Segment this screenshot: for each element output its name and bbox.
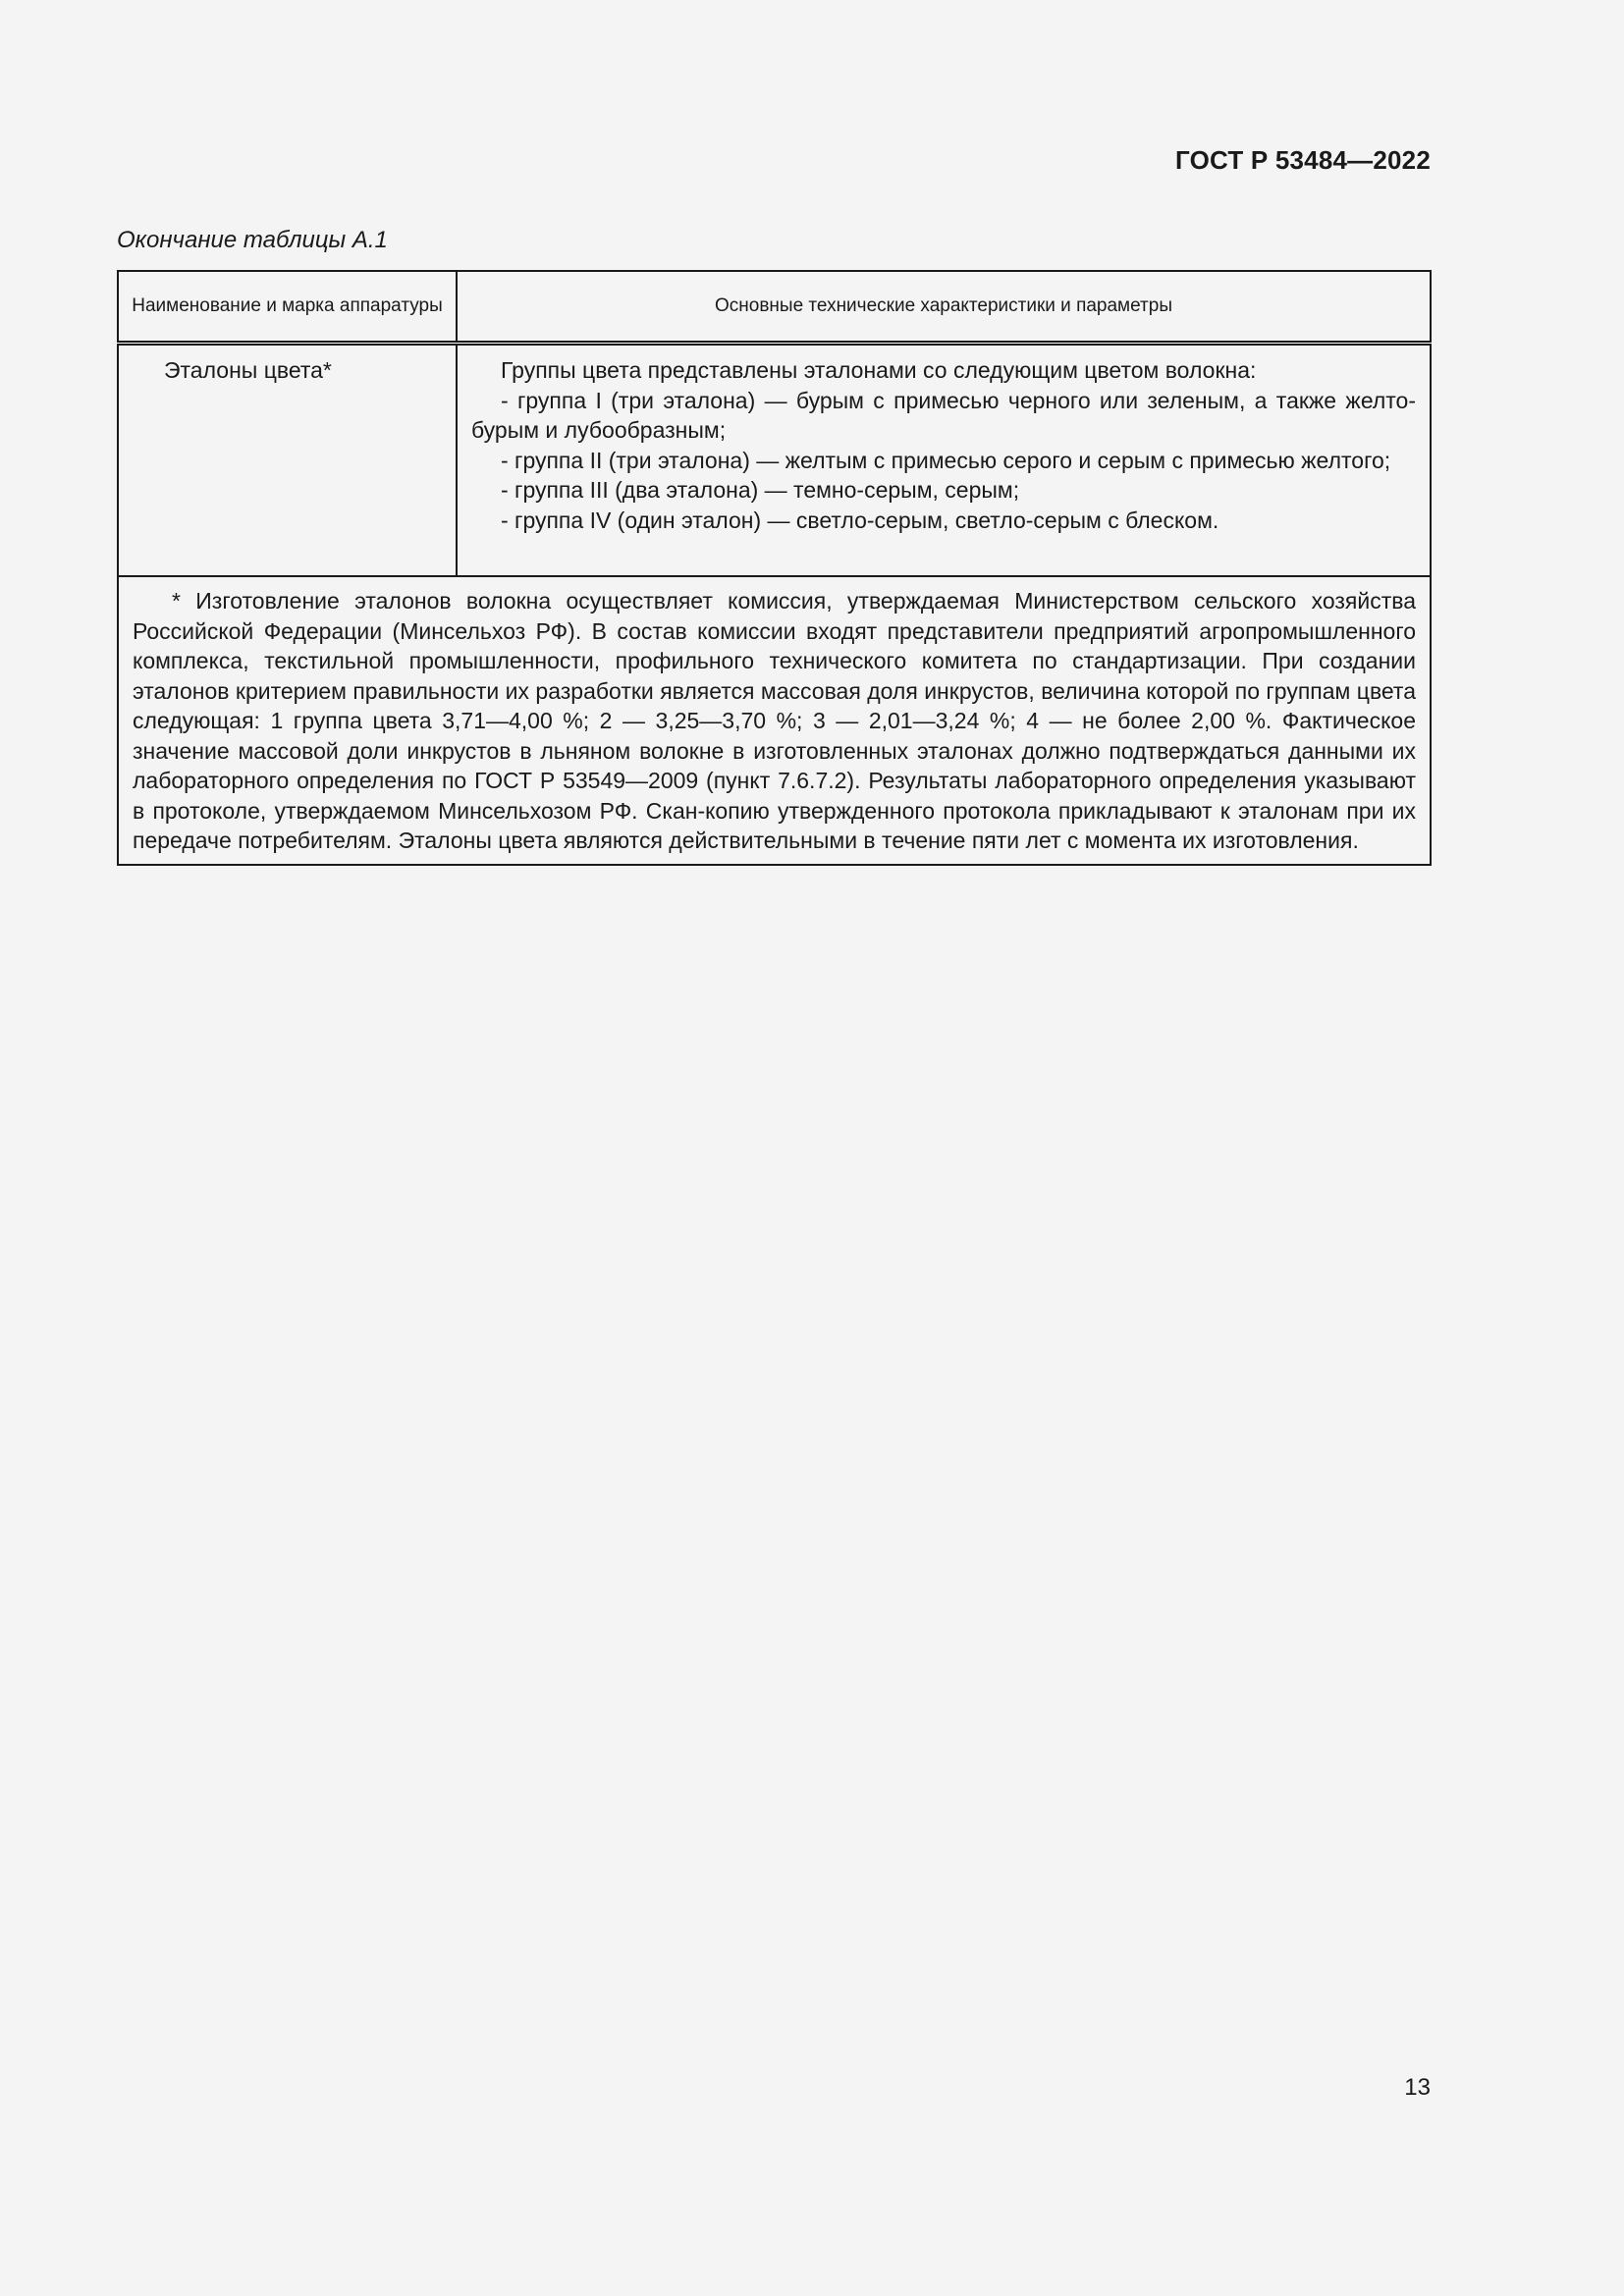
table-header-row: [118, 271, 1431, 344]
row-description-cell: [457, 344, 1431, 577]
description-line: Группы цвета представлены эталонами со следующим цветом волокна:: [501, 357, 1257, 383]
description-line: - группа IV (один эталон) — светло-серым, светло-серым с блеском.: [501, 507, 1219, 533]
column-header-specs-text: Основные технические характеристики и параметры: [715, 295, 1172, 316]
description-line: - группа II (три эталона) — желтым с примесью серого и серым с примесью желтого;: [501, 447, 1391, 473]
description-line: - группа I (три эталона) — бурым с примесью черного или зеленым, а также желто-бурым и лубообразным;: [471, 387, 1416, 443]
document-code: ГОСТ Р 53484—2022: [1175, 145, 1431, 175]
column-header-name-text: Наименование и марка аппаратуры: [132, 295, 443, 316]
column-header-name: [118, 271, 457, 344]
table-caption: Окончание таблицы А.1: [117, 227, 388, 253]
footnote-cell: [118, 576, 1431, 865]
description-line: - группа III (два эталона) — темно-серым, серым;: [501, 477, 1020, 503]
footnote-row: [118, 576, 1431, 865]
column-header-specs: [457, 271, 1431, 344]
table-row: [118, 344, 1431, 577]
specifications-table: [117, 270, 1432, 866]
footnote-text: * Изготовление эталонов волокна осуществляет комиссия, утверждаемая Министерством сельского хозяйства Российской Федерации (Минсельхоз РФ). В состав комиссии входят представители предприятий агропромышленного комплекса, текстильной промышленности, профильного технического комитета по стандартизации. При создании эталонов критерием правильности их разработки является массовая доля инкрустов, величина которой по группам цвета следующая: 1 группа цвета 3,71—4,00 %; 2 — 3,25—3,70 %; 3 — 2,01—3,24 %; 4 — не более 2,00 %. Фактическое значение массовой доли инкрустов в льняном волокне в изготовленных эталонах должно подтверждаться данными их лабораторного определения по ГОСТ Р 53549—2009 (пункт 7.6.7.2). Результаты лабораторного определения указывают в протоколе, утверждаемом Минсельхозом РФ. Скан-копию утвержденного протокола прикладывают к эталонам при их передаче потребителям. Эталоны цвета являются действительными в течение пяти лет с момента их изготовления.: [133, 588, 1416, 853]
page-number: 13: [1404, 2074, 1431, 2101]
row-name-cell: Эталоны цвета*: [118, 344, 457, 577]
